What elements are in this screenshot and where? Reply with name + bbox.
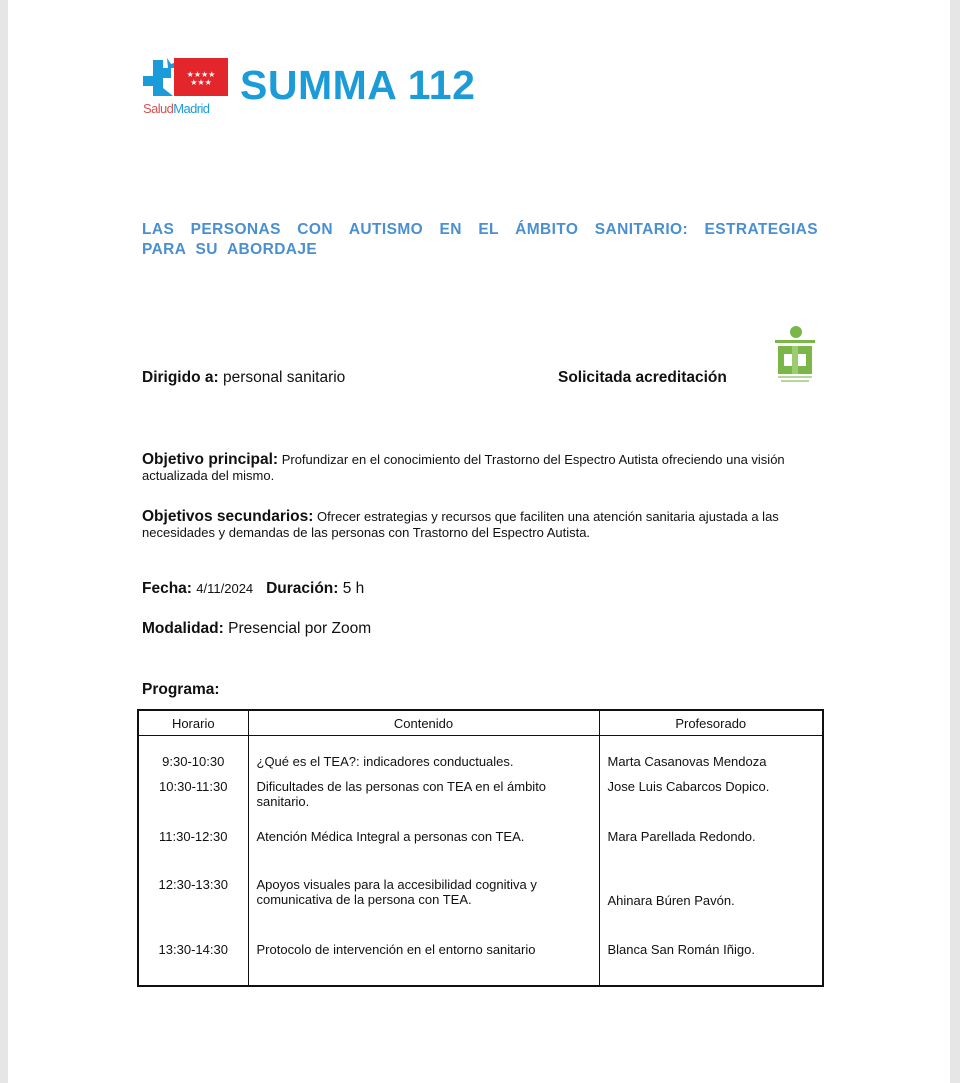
cell-contenido: ¿Qué es el TEA?: indicadores conductuales. <box>248 736 599 770</box>
objetivos-secundarios: Objetivos secundarios: Ofrecer estrategias y recursos que faciliten una atención sanitaria ajustada a las necesidades y demandas de las personas con Trastorno del Espectro Autista. <box>142 508 779 540</box>
table-header <box>138 710 823 736</box>
acreditacion-label: Solicitada acreditación <box>558 369 727 386</box>
svg-text:★★★★: ★★★★ <box>186 70 216 79</box>
accreditation-seal-icon <box>772 324 818 386</box>
cell-profesor: Marta Casanovas Mendoza <box>599 736 823 770</box>
cell-profesor: Blanca San Román Iñigo. <box>599 934 823 986</box>
cell-profesor: Jose Luis Cabarcos Dopico. <box>599 769 823 819</box>
dirigido: Dirigido a: personal sanitario <box>142 369 346 386</box>
table-row <box>138 934 823 986</box>
cell-contenido: Atención Médica Integral a personas con TEA. <box>248 819 599 868</box>
objetivo-principal: Objetivo principal: Profundizar en el conocimiento del Trastorno del Espectro Autista ofreciendo una visión actualizada del mismo. <box>142 451 785 483</box>
table-row <box>138 819 823 868</box>
cell-contenido: Protocolo de intervención en el entorno sanitario <box>248 934 599 986</box>
table-row <box>138 868 823 934</box>
salud-madrid-logo-icon <box>143 56 231 102</box>
cell-profesor: Ahinara Búren Pavón. <box>599 868 823 934</box>
cell-horario: 13:30-14:30 <box>158 942 228 957</box>
programa-label: Programa: <box>142 681 220 698</box>
programa-table <box>137 709 824 987</box>
brand-title: SUMMA 112 <box>240 62 476 108</box>
table-row <box>138 769 823 819</box>
header-horario: Horario <box>138 710 248 736</box>
cell-horario: 9:30-10:30 <box>162 754 225 769</box>
svg-text:★★★: ★★★ <box>190 78 212 87</box>
header-contenido: Contenido <box>248 710 599 736</box>
header-profesorado: Profesorado <box>599 710 823 736</box>
cell-contenido: Dificultades de las personas con TEA en el ámbito sanitario. <box>248 769 599 819</box>
cell-horario: 12:30-13:30 <box>158 877 228 892</box>
cell-profesor: Mara Parellada Redondo. <box>599 819 823 868</box>
cell-contenido: Apoyos visuales para la accesibilidad cognitiva y comunicativa de la persona con TEA. <box>248 868 599 934</box>
salud-madrid-label: SaludMadrid <box>143 101 210 116</box>
fecha-duracion: Fecha: 4/11/2024 Duración: 5 h <box>142 580 365 597</box>
course-title: LAS PERSONAS CON AUTISMO EN EL ÁMBITO SANITARIO: ESTRATEGIAS PARA SU ABORDAJE <box>142 221 818 258</box>
modalidad: Modalidad: Presencial por Zoom <box>142 620 372 637</box>
cell-horario: 10:30-11:30 <box>159 779 228 794</box>
table-row <box>138 736 823 770</box>
cell-horario: 11:30-12:30 <box>159 829 228 844</box>
